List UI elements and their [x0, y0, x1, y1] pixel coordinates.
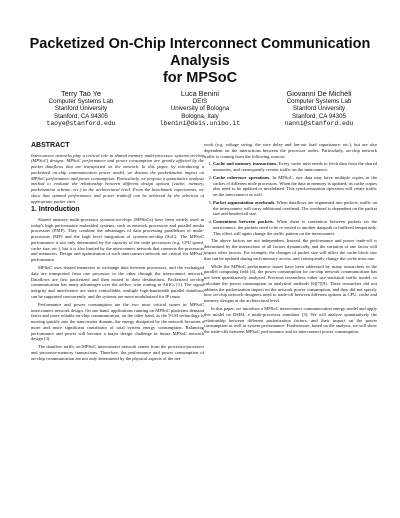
body-paragraph: Performance and power consumption are the two most critical issues in MPSoC interconnect network design. On one hand, applications running on MPSoC platforms demand faster and more reliable on-chip communication, on the other hand, as the VLSI technology is moving quickly into the nano-meter domain, the energy dissipated by the network becomes a more and more significant contributor of total system energy consumption. Balancing performance and power will become a major design challenge in future MPSoC network design [3]. — [31, 301, 204, 342]
list-item-text: When there is contention between packets on the interconnect, the packets need to be re-routed to another datapath or buffered temporarily. This effect will again change the traffic pattern on the interconnect. — [213, 219, 377, 236]
body-paragraph: work (e.g. voltage swing, the wire delay and fan-out load capacitance, etc.), but are also dependent on the interactions between the processor nodes. Particularly, on-chip network traffic is coming from the following sources: — [204, 142, 377, 159]
author-block — [22, 90, 378, 128]
author-name: Giovanni De Micheli — [286, 89, 352, 98]
list-item-text: When dataflows are segmented into packets, traffic on the interconnect will carry additional overhead. The overhead is dependent on the packet size and header/tail size. — [213, 199, 377, 217]
list-item — [213, 219, 377, 236]
author-affiliation: Stanford University — [54, 105, 108, 113]
body-paragraph: MPSoC uses shared memories to exchange data between processors, and the exchanged data are transported from one processor to the other through the interconnect network. Dataflows are first packetized and then routed to their destinations. Packetized on-chip communication has many advantages over the ad-hoc wire routing in ASICs [1]. The signal integrity and interference are more controllable, multiple high-bandwidth parallel dataflows can be supported concurrently, and the systems are more modularized for IP reuse. — [31, 265, 204, 299]
author-name: Terry Tao Ye — [60, 89, 102, 98]
title-line-2: for MPSoC — [162, 70, 238, 86]
body-paragraph: Shared memory multi-processor systems-on-chips (MPSoCs) have been widely used in today's high performance embedded systems, such as network processors and parallel media processors (PMP). They combine the advantages of data processing parallelism of multi-processors (MP) and the high level integration of systems-on-chip (SoC). The MPSoC performance is not only determined by the capacity of the node processors (e.g. CPU speed, cache size, etc.), but it is also limited by the interconnect network that connects the processors and memories. Design and optimization of such interconnect network are critical for MPSoC performance. — [31, 216, 204, 263]
title-line-1: Packetized On-Chip Interconnect Communication Analysis — [29, 36, 371, 69]
author-affiliation: Stanford, CA 94305 — [53, 112, 108, 120]
introduction-heading: 1. Introduction — [31, 206, 80, 214]
body-paragraph: The above factors are not independent. Instead, the performance and power trade-off is determined by the interactions of all factors dynamically, and the variation of one factor will impact other factors. For example, the changes of packet size will affect the cache block size that can be updated during each memory access, and consequently change the cache miss rate. — [204, 238, 377, 261]
body-paragraph: The dataflow traffic on MPSoC interconnect network comes from the processor-processor and processor-memory transactions. Therefore, the performance and power consumption of on-chip communication are not only determined by the physical aspects of the net- — [31, 344, 204, 361]
author-affiliation: Stanford, CA 94305 — [291, 112, 346, 120]
author-affiliation: Bologna, Italy — [181, 112, 219, 120]
paper-title — [0, 36, 400, 87]
list-item-text: In MPSoC, one data may have multiple copies in the caches of different node processors. When the data in memory is updated, its cache copies also need to be updated or invalidated. This synchronization operation will create traffic on the interconnect as well. — [213, 174, 377, 198]
author-affiliation: DEIS — [192, 97, 208, 105]
author-1 — [22, 90, 140, 128]
author-email: nanni@stanford.edu — [284, 120, 354, 128]
body-paragraph: While the MPSoC performance issues have been addressed by many researchers in the parallel computing field [4], the power consumption for on-chip network communication has not been quantitatively analyzed. Previous researchers either use statistical traffic model, or calculate the power consumption in analytical methods [6][7][8]. These researches did not address the packetization impact on the network power consumption, and they did not specify how on-chip network designers need to trade-off between different options in CPU, cache and memory designs at the architectural level. — [204, 263, 377, 304]
author-affiliation: University of Bologna — [170, 105, 230, 113]
list-item — [213, 161, 377, 173]
abstract-text: Interconnect networks play a critical role in shared memory multi-processor systems-on-chip (MPSoC) designs. MPSoC performance and power consumption are greatly affected by the packet dataflows that are transported on the network. In this paper, by introducing a packetized on-chip communication power model, we discuss the packetization impact on MPSoC performance and power consumption. Particularly, we propose a quantitative analysis method to evaluate the relationship between different design options (cache, memory, packetization scheme, etc.) at the architectural level. From the benchmark experiments, we show that optimal performance and power tradeoff can be achieved by the selection of appropriate packet sizes. — [31, 152, 204, 204]
author-affiliation: Computer Systems Lab — [48, 97, 114, 105]
list-item — [213, 200, 377, 217]
author-2 — [141, 90, 259, 128]
author-affiliation: Computer Systems Lab — [286, 97, 352, 105]
author-3 — [260, 90, 378, 128]
list-item-title: Contentions between packets. — [213, 219, 274, 225]
abstract-heading: ABSTRACT — [31, 142, 70, 149]
list-item — [213, 175, 377, 198]
traffic-sources-list — [204, 161, 377, 236]
left-column — [31, 142, 204, 364]
author-name: Luca Benini — [180, 89, 220, 98]
body-paragraph: In this paper, we introduce a MPSoC interconnect communication energy model and apply this model on RSIM, a multi-processor simulator [5]. We will analyze quantitatively the relationship between different packetization factors, and their impact on the power consumption as well as system performance. Furthermore, based on the analysis, we will show the trade-offs between MPSoC performance and its interconnect power consumption. — [204, 306, 377, 335]
author-affiliation: Stanford University — [292, 105, 346, 113]
author-email: taoye@stanford.edu — [46, 120, 116, 128]
list-item-title: Cache and memory transactions. — [213, 161, 278, 167]
right-column — [204, 142, 377, 337]
list-item-title: Cache coherence operations. — [213, 174, 271, 180]
author-email: lbenini@deis.unibo.it — [159, 120, 241, 128]
list-item-text: Every cache miss needs to fetch data from the shared memories, and consequently creates traffic on the interconnect. — [213, 161, 377, 173]
list-item-title: Packet segmentation overheads. — [213, 199, 276, 205]
